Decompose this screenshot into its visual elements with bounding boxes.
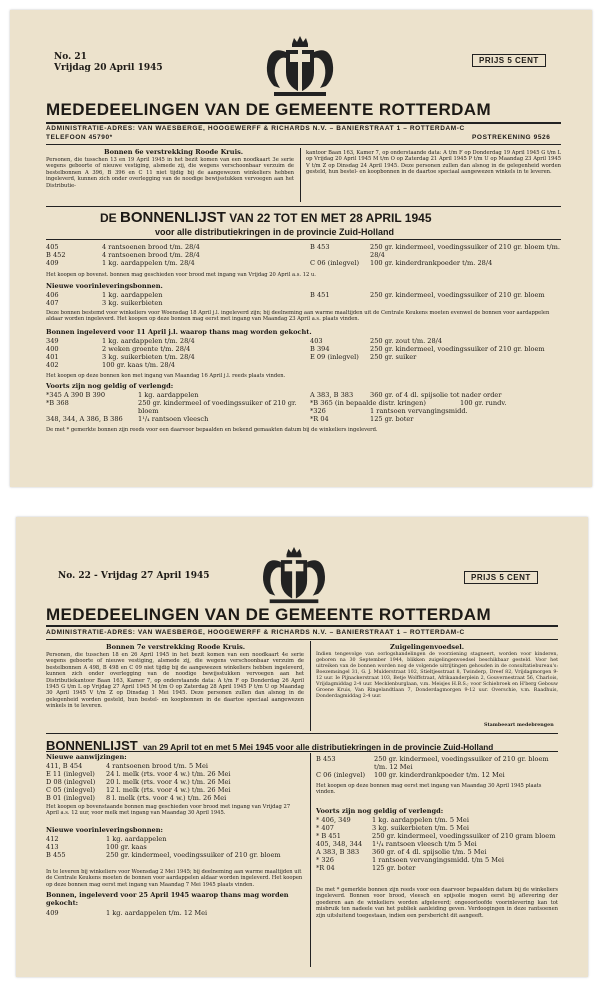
list-item: *326 1 rantsoen vervangingsmidd. xyxy=(310,407,468,415)
red-cross-heading: Bonnen 6e verstrekking Roode Kruis. xyxy=(104,148,244,156)
list-item: 412 1 kg. aardappelen xyxy=(46,835,167,843)
admin-address: ADMINISTRATIE-ADRES: VAN WAESBERGE, HOOGEWERFF & RICHARDS N.V. – BANIERSTRAAT 1 – ROTTERDAM-C xyxy=(46,125,465,132)
list-item: A 383, B 383 360 gr. of 4 dl. spijsolie t/m. 5 Mei xyxy=(316,848,487,856)
footnote: De met * gemerkte bonnen zijn reeds voor een daarvoor bepaalden en bekend gemaakten datum bij de winkeliers ingeleverd. xyxy=(46,427,378,433)
list-item: A 383, B 383 360 gr. of 4 dl. spijsolie tot nader order xyxy=(310,391,502,399)
note-bread-milk: Het koopen op bovenstaande bonnen mag geschieden voor brood met ingang van Vrijdag 27 April a.s. 12 uur, voor melk met ingang van Maandag 30 April 1945. xyxy=(46,804,291,817)
list-item: B 452 4 rantsoenen brood t/m. 28/4 xyxy=(46,251,200,259)
red-cross-text-right: kantoor Baan 163, Kamer 7, op onderstaande data: A t/m F op Donderdag 19 April 1945 G t/m L op Vrijdag 20 April 1945 M t/m O op Zaterdag 21 April 1945 P t/m U op Maandag 23 April 1945 V t/m Z op Dinsdag 24 April 1945. Deze personen zullen dan alsnog in de gelegenheid worden gesteld, hun bestel- en koopbonnen in de daartoe speciaal aangewezen winkels in te leveren. xyxy=(306,150,561,176)
list-item: C 06 (inlegvel) 100 gr. kinderdrankpoeder t/m. 12 Mei xyxy=(316,771,505,779)
admin-address: ADMINISTRATIE-ADRES: VAN WAESBERGE, HOOGEWERFF & RICHARDS N.V. – BANIERSTRAAT 1 – ROTTERDAM-C xyxy=(46,629,465,636)
list-item: B 455 250 gr. kindermeel, voedingssuiker of 210 gr. bloem xyxy=(46,851,281,859)
list-item: 409 1 kg. aardappelen t/m. 12 Mei xyxy=(46,909,208,917)
list-item: B 01 (inlegvel) 8 l. melk (rts. voor 4 w.) t/m. 26 Mei xyxy=(46,794,227,802)
red-cross-text: Personen, die tusschen 18 en 26 April 1945 in het bezit komen van een noodkaart 4e serie wegens geboorte of nieuwe vestiging, alsmede zij, die wegens verschoonbaar verzuim de bestelbonnen A 498, B 498 en C 09 niet tijdig bij de aangewezen winkeliers hebben ingeleverd, kunnen zich onder overlegging van de noodige bewijsstukken vervoegen aan het Distributiekantoor Baan 163, Kamer 7, op onderstaande data: A t/m F op Donderdag 26 April 1945 G t/m L op Vrijdag 27 April 1945 M t/m O op Zaterdag 28 April 1945 P t/m U op Maandag 30 April 1945 V t/m Z op Dinsdag 1 Mei 1945. Deze personen zullen dan alsnog in de gelegenheid worden gesteld, hun bestel- en koopbonnen in de daartoe speciaal aangewezen winkels in te leveren. xyxy=(46,652,304,710)
price-box: PRIJS 5 CENT xyxy=(472,54,546,67)
list-item: *345 A 390 B 390 1 kg. aardappelen xyxy=(46,391,199,399)
price-box: PRIJS 5 CENT xyxy=(464,571,538,584)
list-item: 349 1 kg. aardappelen t/m. 28/4 xyxy=(46,337,195,345)
note-central-kitchens: Deze bonnen bestemd voor winkeliers voor Woensdag 18 April j.l. ingeleverd zijn; bij deelneming aan warme maaltijden uit de Centrale Keukens moeten evenwel de bonnen voor aardappelen aldaar worden ingeleverd. Het koopen op deze bonnen mag eerst met ingang van Maandag 23 April a.s. plaats vinden. xyxy=(46,310,550,323)
list-item: B 453 250 gr. kindermeel, voedingssuiker of 210 gr. bloem t/m. 12 Mei xyxy=(316,755,549,771)
infant-food-heading: Zuigelingenvoedsel. xyxy=(390,643,465,651)
list-item: E 09 (inlegvel) 250 gr. suiker xyxy=(310,353,417,361)
rotterdam-coat-of-arms xyxy=(260,36,340,98)
list-item: * 326 1 rantsoen vervangingsmidd. t/m 5 Mei xyxy=(316,856,505,864)
list-item: 409 1 kg. aardappelen t/m. 28/4 xyxy=(46,259,195,267)
postrekening: POSTREKENING 9526 xyxy=(472,134,551,141)
delivered-heading: Bonnen, ingeleverd voor 25 April 1945 waarop thans mag worden gekocht: xyxy=(46,891,289,907)
delivered-list xyxy=(46,909,306,917)
list-item: 405, 348, 344 1¹/₄ rantsoen vleesch t/m 5 Mei xyxy=(316,840,477,848)
masthead-title: MEDEDEELINGEN VAN DE GEMEENTE ROTTERDAM xyxy=(46,100,492,119)
prebuy-list xyxy=(46,835,306,859)
list-item: 403 250 gr. zout t/m. 28/4 xyxy=(310,337,443,345)
list-item: 406 1 kg. aardappelen xyxy=(46,291,163,299)
delivered-heading: Bonnen ingeleverd voor 11 April j.l. waarop thans mag worden gekocht. xyxy=(46,328,312,336)
list-item: *R 04 125 gr. boter xyxy=(316,864,416,872)
list-item: * 407 3 kg. suikerbieten t/m. 5 Mei xyxy=(316,824,469,832)
issue-number: No. 21 xyxy=(54,52,87,62)
bonnenlijst-title xyxy=(100,209,432,226)
list-item: C 06 (inlegvel) 100 gr. kinderdrankpoeder t/m. 28/4 xyxy=(310,259,493,267)
list-item: 411, B 454 4 rantsoenen brood t/m. 5 Mei xyxy=(46,762,209,770)
new-coupons-right xyxy=(310,291,560,299)
masthead-title: MEDEDEELINGEN VAN DE GEMEENTE ROTTERDAM xyxy=(46,605,492,624)
bonnenlijst-word: BONNENLIJST xyxy=(120,209,226,226)
bonnenlijst-word: BONNENLIJST xyxy=(46,738,138,753)
list-item: 348, 344, A 386, B 386 1¹/₄ rantsoen vleesch xyxy=(46,415,209,423)
infant-food-text: Indien tengevolge van oorlogshandelingen de voorziening stagneert, worden voor kinderen, geboren na 30 September 1944, blikken zuigelingenvoedsel beschikbaar gesteld. Voor het uitreiken van de bonnen worden nog de volgende uitrijtingen gehouden in de consultatiebureau's: Boezemsingel 31, G. J. Mulderstraat 102, Stieltjesstraat 8, Twinderp, Dreef 82, Vrijdagmorgen 9-12 uur. Ie Pijnackerstraat 103, Betje Wolffstraat, Afrikaanderplein 2, Gouvernestraat 56, Charlois, Vrijdagmiddag 2-4 uur. Mecklenburglaan, v.m. Meisjes H.B.S.; voor Schiebroek en H'berg Gebouw Groene Kruis, Van Ringelandtlaan 7, Donderdagmorgen 9-12 uur. Overschie, v.m. Raadhuis, Donderdagmiddag 2-4 uur. xyxy=(316,652,558,699)
note-prebuy: In te leveren bij winkeliers voor Woensdag 2 Mei 1945; bij deelneming aan warme maaltijden uit de Centrale Keukens moeten de bonnen voor aardappelen aldaar worden ingeleverd. Het koopen op deze bonnen mag eerst met ingang van Maandag 7 Mei 1945 plaats vinden. xyxy=(46,869,303,888)
list-item: *R 04 125 gr. boter xyxy=(310,415,414,423)
list-item: B 451 250 gr. kindermeel, voedingssuiker of 210 gr. bloem xyxy=(310,291,545,299)
list-item: * B 451 250 gr. kindermeel, voedingssuiker of 210 gram bloem xyxy=(316,832,556,840)
list-item: 405 4 rantsoenen brood t/m. 28/4 xyxy=(46,243,200,251)
newspaper-sheet-no-22 xyxy=(16,517,588,977)
bonnenlijst-period: VAN 22 TOT EN MET 28 APRIL 1945 xyxy=(229,211,432,225)
list-item: 401 3 kg. suikerbieten t/m. 28/4 xyxy=(46,353,195,361)
note-right: Het koopen op deze bonnen mag eerst met ingang van Maandag 30 April 1945 plaats vinden. xyxy=(316,783,542,796)
new-coupons-heading: Nieuwe voorinleveringsbonnen. xyxy=(46,282,163,290)
newspaper-sheet-no-21 xyxy=(10,10,592,487)
issue-line: No. 22 - Vrijdag 27 April 1945 xyxy=(58,571,210,581)
footnote: De met * gemerkte bonnen zijn reeds voor een daarvoor bepaalden datum bij de winkeliers ingeleverd. Bonnen voor brood, vleesch en spijsolie mogen eerst bij aflevering der goederen aan de winkeliers worden afgeleverd; ongeoorloofde voorinlevering kan tot misbruik ten nadeele van het publiek aanleiding geven. Verdoogingen in deze rantsoenen zijn uitsluitend toegestaan, indien een persbericht dit aangeeft. xyxy=(316,887,558,919)
list-item: *B 368 250 gr. kindermeel of voedingssuiker of 210 gr. bloem xyxy=(46,399,297,415)
new-instructions-heading: Nieuwe aanwijzingen: xyxy=(46,753,127,761)
issue-date: Vrijdag 20 April 1945 xyxy=(54,63,163,73)
list-item: B 453 250 gr. kindermeel, voedingssuiker of 210 gr. bloem t/m. 28/4 xyxy=(310,243,560,259)
list-item: 413 100 gr. kaas xyxy=(46,843,147,851)
list-item: * 406, 349 1 kg. aardappelen t/m. 5 Mei xyxy=(316,816,469,824)
valid-right xyxy=(310,391,560,423)
valid-list xyxy=(316,816,558,872)
coupon-list-right xyxy=(310,243,560,267)
rotterdam-coat-of-arms xyxy=(256,547,332,605)
coupon-list-left xyxy=(46,243,294,267)
right-coupon-list xyxy=(316,755,558,779)
note-bread: Het koopen op bovenst. bonnen mag geschieden voor brood met ingang van Vrijdag 20 April a.s. 12 u. xyxy=(46,272,316,278)
list-item: *B 365 (in bepaalde distr. kringen) 100 gr. rundv. xyxy=(310,399,507,407)
delivered-left xyxy=(46,337,294,369)
new-instructions-list xyxy=(46,762,306,802)
red-cross-heading: Bonnen 7e verstrekking Roode Kruis. xyxy=(106,643,246,651)
red-cross-text: Personen, die tusschen 13 en 19 April 1945 in het bezit komen van een noodkaart 3e serie wegens geboorte of nieuwe vestiging, alsmede zij, die wegens verschoonbaar verzuim de bestelbonnen A 396, B 396 en C 11 niet tijdig bij de aangewezen winkeliers hebben ingeleverd, kunnen zich onder overlegging van de noodige bewijsstukken vervoegen aan het Distributie- xyxy=(46,157,294,189)
bonnenlijst-period: van 29 April tot en met 5 Mei 1945 voor alle distributiekringen in de provincie Zuid-Holland xyxy=(142,743,494,752)
list-item: E 11 (inlegvel) 24 l. melk (rts. voor 4 w.) t/m. 26 Mei xyxy=(46,770,231,778)
bonnenlijst-prefix: DE xyxy=(100,211,117,225)
list-item: B 394 250 gr. kindermeel, voedingssuiker of 210 gr. bloem xyxy=(310,345,545,353)
valid-heading: Voorts zijn nog geldig of verlengd: xyxy=(46,382,174,390)
list-item: D 08 (inlegvel) 20 l. melk (rts. voor 4 w.) t/m. 26 Mei xyxy=(46,778,231,786)
valid-left xyxy=(46,391,301,423)
prebuy-heading: Nieuwe voorinleveringsbonnen: xyxy=(46,826,163,834)
new-coupons-left xyxy=(46,291,294,307)
valid-heading: Voorts zijn nog geldig of verlengd: xyxy=(316,807,444,815)
telephone: TELEFOON 45790* xyxy=(46,134,113,141)
list-item: 402 100 gr. kaas t/m. 28/4 xyxy=(46,361,175,369)
note-delivered: Het koopen op deze bonnen kon met ingang van Maandag 16 April j.l. reeds plaats vinden. xyxy=(46,373,286,379)
delivered-right xyxy=(310,337,560,361)
infant-food-sign: Stambeeart medebrengen xyxy=(484,722,554,728)
list-item: 407 3 kg. suikerbieten xyxy=(46,299,163,307)
list-item: C 05 (inlegvel) 12 l. melk (rts. voor 4 w.) t/m. 26 Mei xyxy=(46,786,231,794)
bonnenlijst-subtitle: voor alle distributiekringen in de provincie Zuid-Holland xyxy=(155,227,395,237)
list-item: 400 2 weken groente t/m. 28/4 xyxy=(46,345,191,353)
